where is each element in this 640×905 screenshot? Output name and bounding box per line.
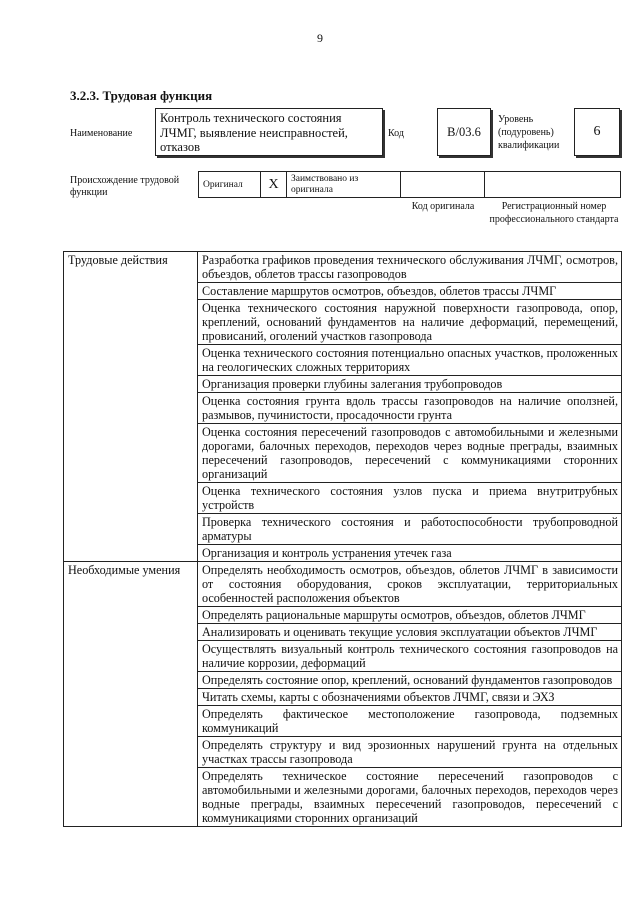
list-item: Организация и контроль устранения утечек газа: [198, 545, 622, 562]
origin-table: [198, 171, 621, 198]
table-row: [64, 252, 622, 283]
code-original-label: Код оригинала: [411, 201, 475, 212]
list-item: Составление маршрутов осмотров, объездов, облетов трассы ЛЧМГ: [198, 283, 622, 300]
list-item: Оценка технического состояния наружной поверхности газопровода, опор, креплений, оснований фундаментов на наличие деформаций, перемещений, провисаний, оголений участков газопровода: [198, 300, 622, 345]
origin-label: Происхождение трудовой функции: [70, 175, 180, 198]
list-item: Оценка состояния пересечений газопроводов с автомобильными и железными дорогами, балочных переходов, переходов через водные преграды, взаимных пересечений газопроводов, пересечений с коммуникациями сторонних организаций: [198, 424, 622, 483]
section-title: 3.2.3. Трудовая функция: [70, 88, 213, 103]
list-item: Анализировать и оценивать текущие условия эксплуатации объектов ЛЧМГ: [198, 624, 622, 641]
list-item: Проверка технического состояния и работоспособности трубопроводной арматуры: [198, 514, 622, 545]
list-item: Организация проверки глубины залегания трубопроводов: [198, 376, 622, 393]
list-item: Разработка графиков проведения технического обслуживания ЛЧМГ, осмотров, объездов, облетов трассы газопроводов: [198, 252, 622, 283]
original-label: Оригинал: [199, 172, 261, 198]
list-item: Определять необходимость осмотров, объездов, облетов ЛЧМГ в зависимости от состояния оборудования, сроков эксплуатации, территориальных особенностей расположения объектов: [198, 562, 622, 607]
page-number: 9: [317, 31, 323, 45]
code-original-cell: [401, 172, 485, 198]
original-mark: X: [261, 172, 287, 198]
list-item: Определять состояние опор, креплений, оснований фундаментов газопроводов: [198, 672, 622, 689]
list-item: Осуществлять визуальный контроль технического состояния газопроводов на наличие коррозии, деформаций: [198, 641, 622, 672]
table-row: [64, 562, 622, 607]
reg-number-label: Регистрационный номер профессионального стандарта: [489, 201, 619, 225]
section-title-required-skills: Необходимые умения: [64, 562, 198, 827]
list-item: Определять фактическое местоположение газопровода, подземных коммуникаций: [198, 706, 622, 737]
section-title-labor-actions: Трудовые действия: [64, 252, 198, 562]
function-code-box: В/03.6: [437, 108, 491, 156]
list-item: Читать схемы, карты с обозначениями объектов ЛЧМГ, связи и ЭХЗ: [198, 689, 622, 706]
level-label: Уровень (подуровень) квалификации: [498, 114, 560, 151]
reg-number-cell: [485, 172, 621, 198]
qualification-level-box: 6: [574, 108, 620, 156]
function-name-box: Контроль технического состояния ЛЧМГ, выявление неисправностей, отказов: [155, 108, 383, 156]
code-label: Код: [388, 128, 404, 139]
borrowed-label: Заимствовано из оригинала: [287, 172, 401, 198]
list-item: Оценка технического состояния потенциально опасных участков, проложенных на геологических сложных территориях: [198, 345, 622, 376]
list-item: Определять техническое состояние пересечений газопроводов с автомобильными и железными дорогами, балочных переходов, переходов через водные преграды, взаимных пересечений газопроводов, пересечений с коммуникациями сторонних организаций: [198, 768, 622, 827]
labor-function-table: [63, 251, 622, 827]
list-item: Определять рациональные маршруты осмотров, объездов, облетов ЛЧМГ: [198, 607, 622, 624]
name-label: Наименование: [70, 128, 133, 139]
list-item: Определять структуру и вид эрозионных нарушений грунта на отдельных участках трассы газопровода: [198, 737, 622, 768]
list-item: Оценка состояния грунта вдоль трассы газопроводов на наличие оползней, размывов, пучинистости, просадочности грунта: [198, 393, 622, 424]
list-item: Оценка технического состояния узлов пуска и приема внутритрубных устройств: [198, 483, 622, 514]
